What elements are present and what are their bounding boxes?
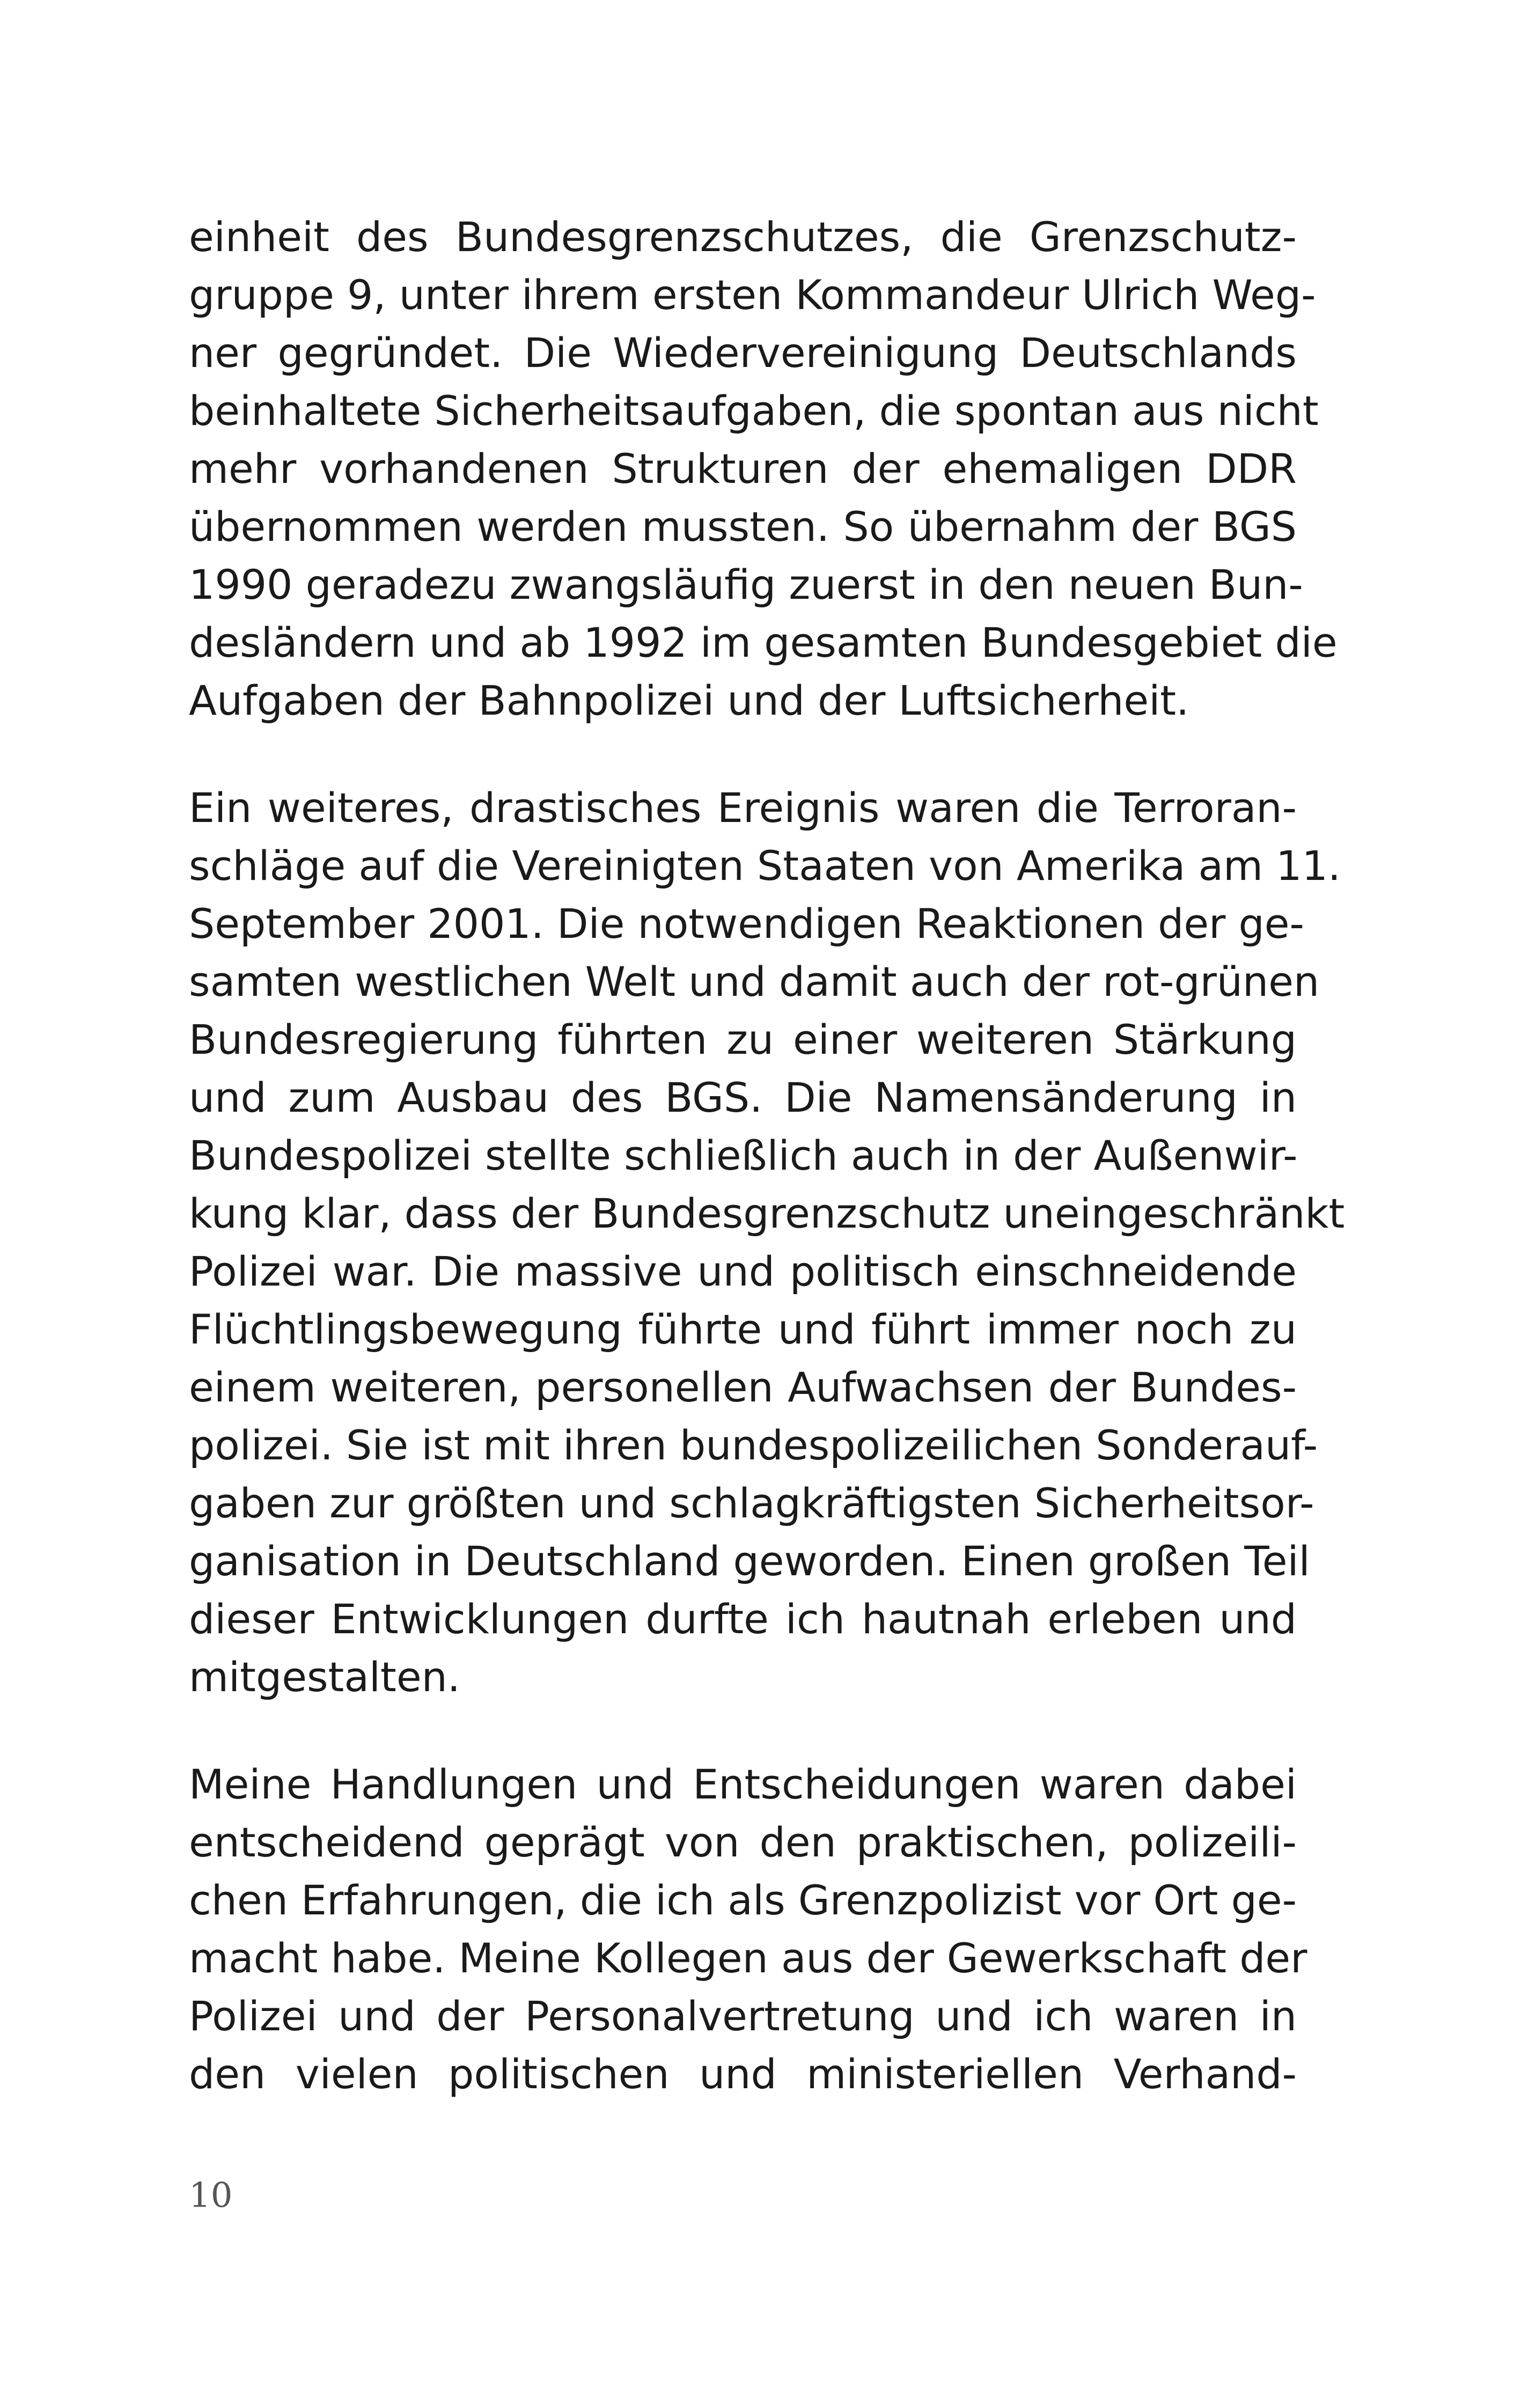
paragraph-line: beinhaltete Sicherheitsaufgaben, die spontan aus nicht <box>189 387 1319 435</box>
paragraph-3 <box>189 1756 1307 2103</box>
paragraph-line: Flüchtlingsbewegung führte und führt immer noch zu <box>189 1305 1297 1353</box>
paragraph-line: Aufgaben der Bahnpolizei und der Luftsicherheit. <box>189 677 1189 724</box>
paragraph-line: Bundesregierung führten zu einer weiteren Stärkung <box>189 1016 1297 1063</box>
paragraph-line: mitgestalten. <box>189 1653 460 1701</box>
paragraph-line: polizei. Sie ist mit ihren bundespolizeilichen Sonderauf- <box>189 1421 1318 1469</box>
paragraph-line: 1990 geradezu zwangsläufig zuerst in den neuen Bun- <box>189 561 1303 608</box>
paragraph-line: samten westlichen Welt und damit auch der rot-grünen <box>189 958 1320 1005</box>
paragraph-line: macht habe. Meine Kollegen aus der Gewerkschaft der <box>189 1934 1307 1982</box>
paragraph-2 <box>189 779 1345 1706</box>
paragraph-1 <box>189 208 1338 730</box>
paragraph-line: Bundespolizei stellte schließlich auch in der Außenwir- <box>189 1132 1298 1179</box>
paragraph-line: mehr vorhandenen Strukturen der ehemaligen DDR <box>189 445 1297 493</box>
paragraph-line: gaben zur größten und schlagkräftigsten Sicherheitsor- <box>189 1479 1314 1527</box>
paragraph-line: chen Erfahrungen, die ich als Grenzpolizist vor Ort ge- <box>189 1876 1297 1924</box>
paragraph-line: ner gegründet. Die Wiedervereinigung Deutschlands <box>189 329 1297 377</box>
paragraph-line: dieser Entwicklungen durfte ich hautnah erleben und <box>189 1595 1297 1643</box>
paragraph-line: den vielen politischen und ministeriellen Verhand- <box>189 2050 1297 2098</box>
paragraph-line: kung klar, dass der Bundesgrenzschutz uneingeschränkt <box>189 1190 1345 1237</box>
paragraph-line: einem weiteren, personellen Aufwachsen der Bundes- <box>189 1363 1297 1411</box>
paragraph-line: schläge auf die Vereinigten Staaten von Amerika am 11. <box>189 842 1341 890</box>
paragraph-line: Meine Handlungen und Entscheidungen waren dabei <box>189 1760 1297 1808</box>
paragraph-line: einheit des Bundesgrenzschutzes, die Grenzschutz- <box>189 213 1297 261</box>
paragraph-line: Polizei war. Die massive und politisch einschneidende <box>189 1247 1297 1295</box>
paragraph-line: Polizei und der Personalvertretung und ich waren in <box>189 1992 1297 2040</box>
paragraph-line: ganisation in Deutschland geworden. Einen großen Teil <box>189 1537 1310 1585</box>
paragraph-line: und zum Ausbau des BGS. Die Namensänderung in <box>189 1074 1297 1121</box>
paragraph-line: übernommen werden mussten. So übernahm der BGS <box>189 503 1297 550</box>
paragraph-line: Ein weiteres, drastisches Ereignis waren die Terroran- <box>189 784 1297 832</box>
paragraph-line: September 2001. Die notwendigen Reaktionen der ge- <box>189 900 1304 948</box>
paragraph-line: gruppe 9, unter ihrem ersten Kommandeur Ulrich Weg- <box>189 271 1316 319</box>
page-number: 10 <box>189 2176 233 2215</box>
paragraph-line: desländern und ab 1992 im gesamten Bundesgebiet die <box>189 619 1338 666</box>
paragraph-line: entscheidend geprägt von den praktischen, polizeili- <box>189 1818 1297 1866</box>
